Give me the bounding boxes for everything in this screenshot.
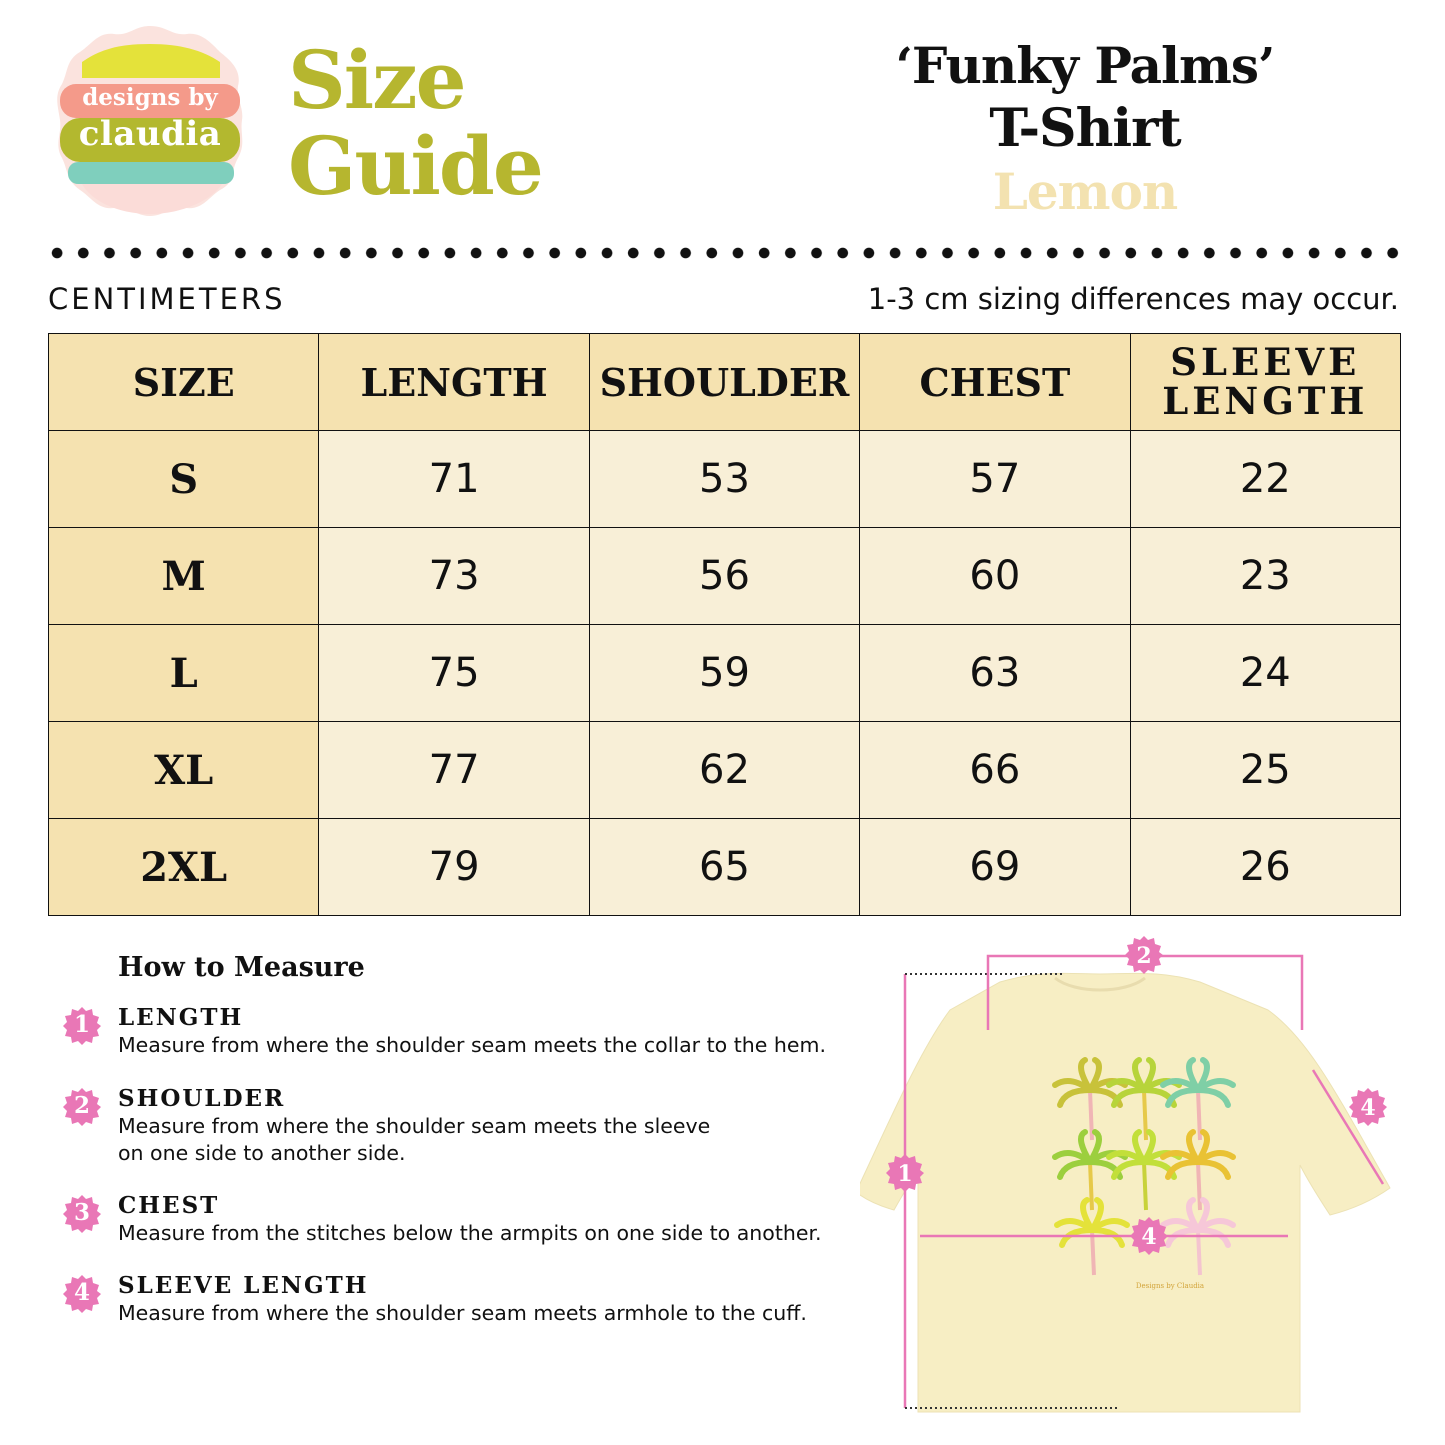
chest-cell: 60 xyxy=(860,528,1130,625)
size-table xyxy=(48,333,1401,916)
length-cell: 71 xyxy=(319,431,589,528)
table-row xyxy=(49,819,1401,916)
marker-number: 2 xyxy=(1136,943,1152,969)
marker-number: 4 xyxy=(1141,1224,1157,1250)
size-cell: XL xyxy=(49,722,319,819)
table-row xyxy=(49,722,1401,819)
brand-line-1: designs by xyxy=(82,84,218,111)
length-cell: 79 xyxy=(319,819,589,916)
badge-number: 3 xyxy=(73,1199,90,1226)
step-title: SLEEVE LENGTH xyxy=(118,1272,369,1299)
table-header-row xyxy=(49,334,1401,431)
sleeve-cell: 24 xyxy=(1130,625,1400,722)
marker-badge-shoulder xyxy=(1125,936,1163,974)
product-name: ‘Funky Palms’ xyxy=(895,36,1275,95)
header-sleeve-length: SLEEVE LENGTH xyxy=(1130,334,1400,431)
length-cell: 73 xyxy=(319,528,589,625)
tshirt-icon xyxy=(860,973,1390,1412)
sleeve-cell: 26 xyxy=(1130,819,1400,916)
step-title: SHOULDER xyxy=(118,1085,286,1112)
size-cell: M xyxy=(49,528,319,625)
dotted-divider xyxy=(44,243,1410,263)
step-description: Measure from where the shoulder seam meets the collar to the hem. xyxy=(118,1033,826,1057)
page-title-line-1: Size xyxy=(288,33,465,127)
length-cell: 75 xyxy=(319,625,589,722)
step-title: CHEST xyxy=(118,1192,220,1219)
step-description: Measure from the stitches below the armpits on one side to another. xyxy=(118,1221,822,1245)
length-cell: 77 xyxy=(319,722,589,819)
product-color: Lemon xyxy=(992,162,1178,221)
marker-badge-sleeve xyxy=(1349,1088,1387,1126)
sleeve-cell: 23 xyxy=(1130,528,1400,625)
table-row xyxy=(49,528,1401,625)
marker-number: 1 xyxy=(897,1161,913,1187)
sleeve-cell: 25 xyxy=(1130,722,1400,819)
chest-cell: 69 xyxy=(860,819,1130,916)
print-caption: Designs by Claudia xyxy=(1135,1282,1205,1290)
shoulder-cell: 65 xyxy=(589,819,859,916)
tshirt-diagram xyxy=(860,930,1420,1430)
shoulder-cell: 62 xyxy=(589,722,859,819)
sizing-note: 1-3 cm sizing differences may occur. xyxy=(867,282,1399,316)
step-title: LENGTH xyxy=(118,1004,244,1031)
how-to-measure-title: How to Measure xyxy=(118,952,365,983)
shoulder-cell: 59 xyxy=(589,625,859,722)
badge-number: 4 xyxy=(73,1279,90,1306)
chest-cell: 57 xyxy=(860,431,1130,528)
header-length: LENGTH xyxy=(319,334,589,431)
table-row xyxy=(49,431,1401,528)
brand-line-2: claudia xyxy=(78,114,222,154)
shoulder-cell: 56 xyxy=(589,528,859,625)
badge-number: 1 xyxy=(73,1011,90,1038)
shoulder-cell: 53 xyxy=(589,431,859,528)
step-description: Measure from where the shoulder seam meets armhole to the cuff. xyxy=(118,1301,807,1325)
header-chest: CHEST xyxy=(860,334,1130,431)
size-cell: S xyxy=(49,431,319,528)
header-shoulder: SHOULDER xyxy=(589,334,859,431)
header-size: SIZE xyxy=(49,334,319,431)
badge-number: 2 xyxy=(73,1092,90,1119)
chest-cell: 63 xyxy=(860,625,1130,722)
chest-cell: 66 xyxy=(860,722,1130,819)
product-type: T-Shirt xyxy=(989,98,1181,159)
size-cell: L xyxy=(49,625,319,722)
sleeve-cell: 22 xyxy=(1130,431,1400,528)
page-title-line-2: Guide xyxy=(288,119,542,213)
size-cell: 2XL xyxy=(49,819,319,916)
marker-number: 4 xyxy=(1360,1095,1376,1121)
step-description: Measure from where the shoulder seam meets the sleeve on one side to another side. xyxy=(118,1114,711,1165)
table-row xyxy=(49,625,1401,722)
unit-label: CENTIMETERS xyxy=(48,282,286,316)
